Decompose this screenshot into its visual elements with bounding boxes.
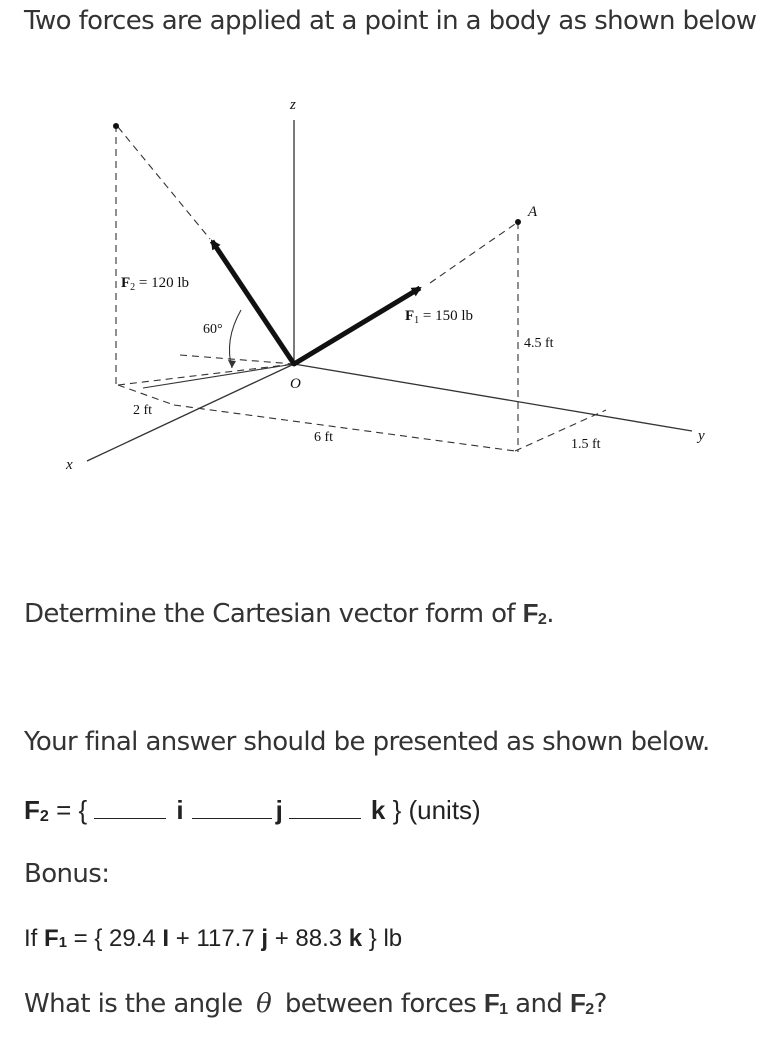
x-axis-label: x	[66, 457, 73, 473]
dim-45ft-label: 4.5 ft	[524, 336, 554, 351]
question-intro: Two forces are applied at a point in a body as shown below	[24, 6, 757, 36]
f1-line-of-action	[430, 222, 518, 283]
dim-15ft-label: 1.5 ft	[571, 437, 601, 452]
f1-label-sub: 1	[414, 315, 420, 326]
answer-k: k	[370, 795, 386, 825]
f2-label-sub: 2	[130, 282, 136, 293]
f1-label-f: F	[405, 308, 415, 324]
bonus-q-f2: F	[569, 988, 586, 1018]
format-note: Your final answer should be presented as shown below.	[24, 727, 710, 757]
answer-f-sub: 2	[39, 806, 49, 825]
f2-line-of-action	[118, 127, 210, 239]
answer-j: j	[275, 795, 283, 825]
bonus-if: If	[24, 925, 45, 952]
bonus-f1-i: I	[162, 925, 170, 952]
x-axis	[87, 364, 294, 461]
answer-i: i	[176, 795, 184, 825]
bonus-q-end: ?	[593, 989, 607, 1019]
origin-dot	[292, 362, 297, 367]
theta-symbol: θ	[256, 989, 272, 1019]
bonus-f1-sub: 1	[58, 935, 67, 952]
bonus-f1-given	[24, 925, 402, 953]
f2-vector	[212, 241, 294, 364]
point-a-label: A	[528, 204, 538, 220]
bonus-f1-close: } lb	[362, 925, 403, 952]
bonus-q-pre: What is the angle	[24, 989, 251, 1019]
bonus-f1-plus2: + 88.3	[268, 925, 349, 952]
answer-template	[24, 795, 481, 826]
answer-blank-i[interactable]	[94, 796, 166, 819]
question-prompt	[24, 598, 554, 629]
prompt-period: .	[546, 599, 554, 629]
answer-open: = {	[48, 795, 95, 825]
f1-label-value: = 150 lb	[419, 308, 474, 324]
z-axis-label: z	[290, 97, 296, 113]
dash-60-ref	[180, 355, 294, 364]
bonus-f1-f: F	[44, 925, 59, 952]
dash-6ft-line	[174, 405, 515, 451]
point-a-dot	[515, 219, 521, 225]
answer-close: } (units)	[385, 795, 481, 825]
y-axis-label: y	[698, 428, 705, 444]
bonus-label: Bonus:	[24, 859, 110, 889]
angle-label: 60°	[203, 322, 223, 337]
dim-6ft-label: 6 ft	[314, 430, 334, 445]
f2-end-point	[113, 123, 119, 129]
bonus-q-f1-sub: 1	[499, 999, 508, 1018]
f2-label-value: = 120 lb	[135, 275, 190, 291]
bonus-f1-eq: = { 29.4	[66, 925, 163, 952]
bonus-f1-plus1: + 117.7	[169, 925, 262, 952]
dim-2ft-label: 2 ft	[133, 403, 153, 418]
angle-ref-line	[143, 364, 294, 388]
y-axis	[294, 364, 692, 431]
prompt-f: F	[522, 598, 538, 628]
prompt-text: Determine the Cartesian vector form of	[24, 599, 523, 629]
angle-arc-arrowhead	[228, 360, 236, 368]
f1-vector	[294, 288, 420, 364]
bonus-q-f2-sub: 2	[585, 999, 594, 1018]
bonus-q-and: and	[507, 989, 570, 1019]
f2-label-f: F	[121, 275, 131, 291]
bonus-f1-k: k	[348, 925, 363, 952]
answer-blank-k[interactable]	[289, 796, 361, 819]
bonus-question	[24, 988, 607, 1019]
bonus-f1-j: j	[261, 925, 269, 952]
f2-projection-dash	[118, 364, 294, 385]
origin-label: O	[290, 376, 301, 392]
bonus-q-mid: between forces	[277, 989, 484, 1019]
f2-label	[121, 275, 189, 293]
answer-blank-j[interactable]	[192, 796, 272, 819]
bonus-q-f1: F	[483, 988, 500, 1018]
f1-label	[405, 308, 473, 326]
prompt-f-sub: 2	[537, 609, 547, 628]
answer-f: F	[24, 795, 40, 825]
